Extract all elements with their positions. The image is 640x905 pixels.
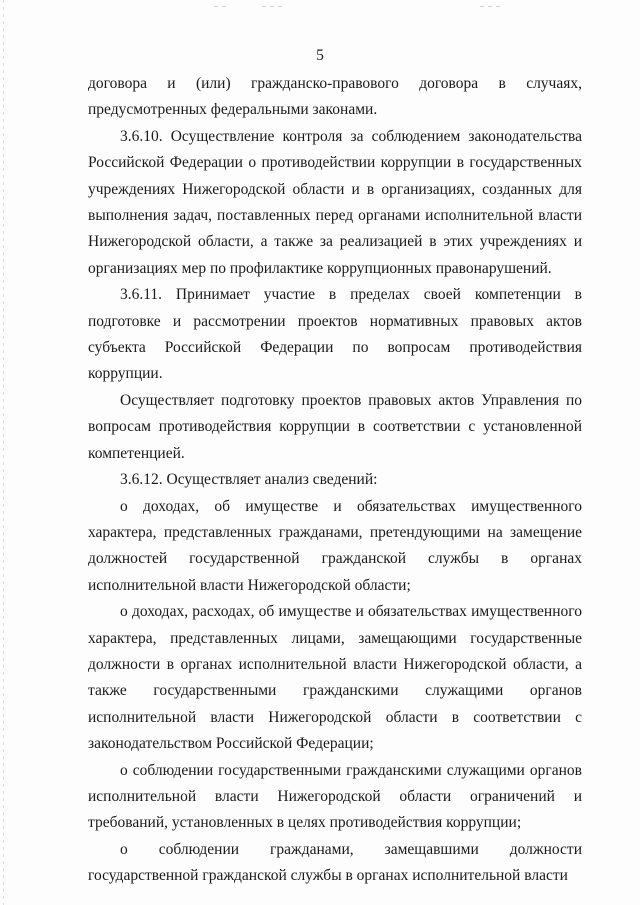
paragraph: о доходах, об имуществе и обязательствах имущественного характера, представленных гражданами, претендующими на замещение должностей государственной гражданской службы в органах исполнительной власти Нижегородской области;: [88, 497, 582, 594]
paragraph: Осуществляет подготовку проектов правовых актов Управления по вопросам противодействия коррупции в соответствии с установленной компетенцией.: [88, 391, 582, 462]
document-body: [88, 71, 582, 890]
paragraph: 3.6.11. Принимает участие в пределах своей компетенции в подготовке и рассмотрении проектов нормативных правовых актов субъекта Российской Федерации по вопросам противодействия коррупции.: [88, 286, 582, 383]
scan-top-artifact: [262, 6, 282, 7]
paragraph: о доходах, расходах, об имуществе и обязательствах имущественного характера, представленных лицами, замещающими государственные должности в органах исполнительной власти Нижегородской области, а также государственными гражданскими служащими органов исполнительной власти Нижегородской области в соответствии с законодательством Российской Федерации;: [88, 603, 582, 753]
paragraph: о соблюдении гражданами, замещавшими должности государственной гражданской службы в органах исполнительной власти: [88, 840, 582, 885]
paragraph: договора и (или) гражданско-правового договора в случаях, предусмотренных федеральными законами.: [88, 75, 582, 119]
paragraph: 3.6.10. Осуществление контроля за соблюдением законодательства Российской Федерации о противодействии коррупции в государственных учреждениях Нижегородской области и в организациях, созданных для выполнения задач, поставленных перед органами исполнительной власти Нижегородской области, а также за реализацией в этих учреждениях и организациях мер по профилактике коррупционных правонарушений.: [88, 127, 582, 277]
page-number: 5: [316, 47, 324, 64]
scan-top-artifact: [214, 6, 230, 7]
scan-top-artifact: [480, 6, 504, 7]
paragraph: 3.6.12. Осуществляет анализ сведений:: [120, 471, 378, 489]
paragraph: о соблюдении государственными гражданскими служащими органов исполнительной власти Нижегородской области ограничений и требований, установленных в целях противодействия коррупции;: [88, 761, 582, 832]
scan-edge-artifact: [3, 0, 4, 905]
